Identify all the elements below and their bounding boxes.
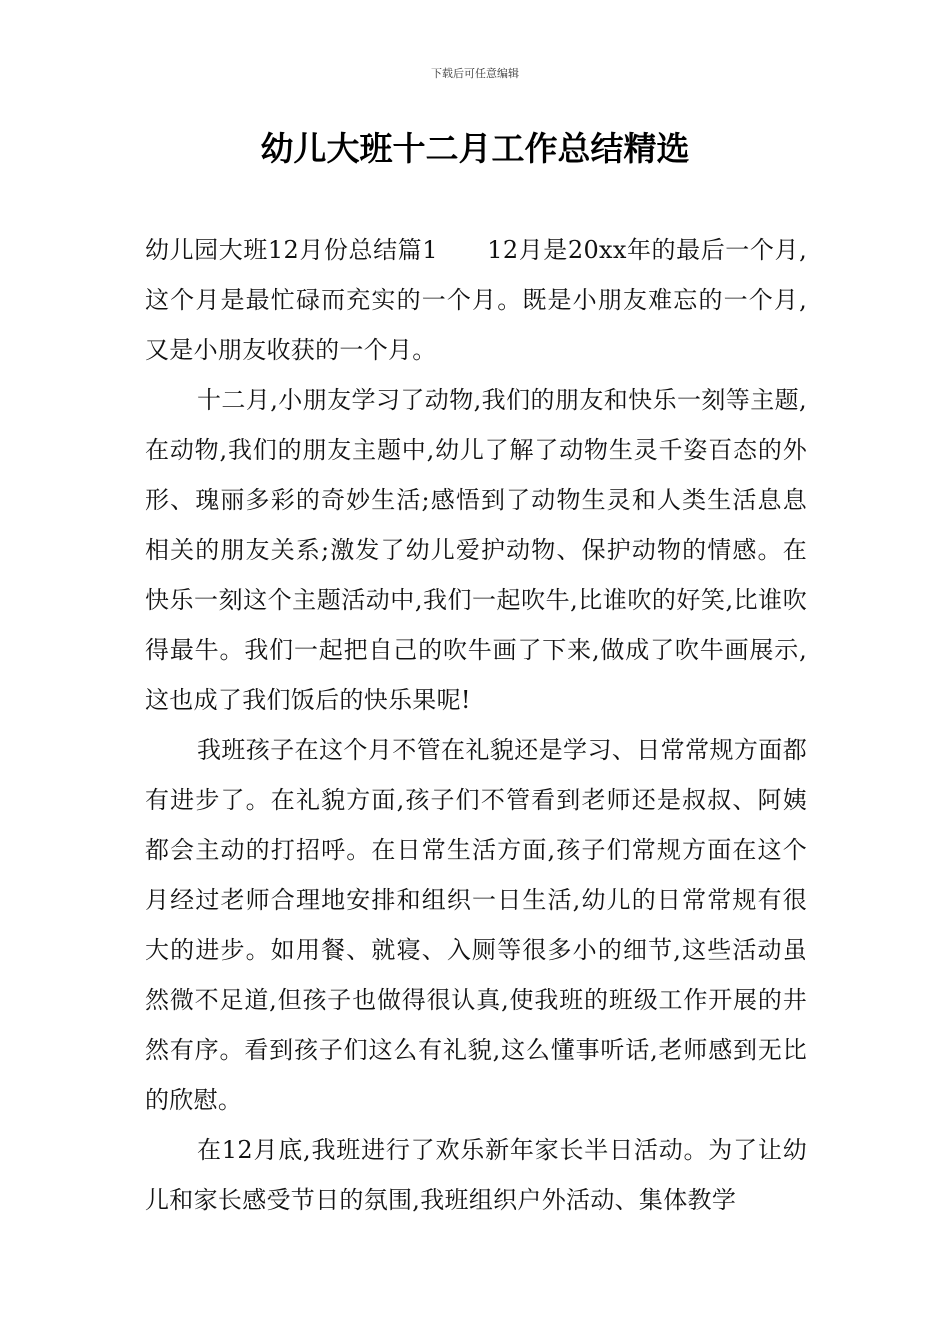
document-title: 幼儿大班十二月工作总结精选 [260, 129, 690, 168]
paragraph-1: 幼儿园大班12月份总结篇1 12月是20xx年的最后一个月,这个月是最忙碌而充实的一个月。既是小朋友难忘的一个月,又是小朋友收获的一个月。 [145, 236, 807, 364]
paragraph-2: 十二月,小朋友学习了动物,我们的朋友和快乐一刻等主题,在动物,我们的朋友主题中,幼儿了解了动物生灵千姿百态的外形、瑰丽多彩的奇妙生活;感悟到了动物生灵和人类生活息息相关的朋友关系;激发了幼儿爱护动物、保护动物的情感。在快乐一刻这个主题活动中,我们一起吹牛,比谁吹的好笑,比谁吹得最牛。我们一起把自己的吹牛画了下来,做成了吹牛画展示,这也成了我们饭后的快乐果呢! [145, 386, 807, 714]
header-note: 下载后可任意编辑 [431, 67, 519, 80]
paragraph-4: 在12月底,我班进行了欢乐新年家长半日活动。为了让幼儿和家长感受节日的氛围,我班组织户外活动、集体教学 [145, 1136, 807, 1214]
document-body [145, 225, 807, 1225]
paragraph-3: 我班孩子在这个月不管在礼貌还是学习、日常常规方面都有进步了。在礼貌方面,孩子们不管看到老师还是叔叔、阿姨都会主动的打招呼。在日常生活方面,孩子们常规方面在这个月经过老师合理地安排和组织一日生活,幼儿的日常常规有很大的进步。如用餐、就寝、入厕等很多小的细节,这些活动虽然微不足道,但孩子也做得很认真,使我班的班级工作开展的井然有序。看到孩子们这么有礼貌,这么懂事听话,老师感到无比的欣慰。 [145, 736, 807, 1114]
